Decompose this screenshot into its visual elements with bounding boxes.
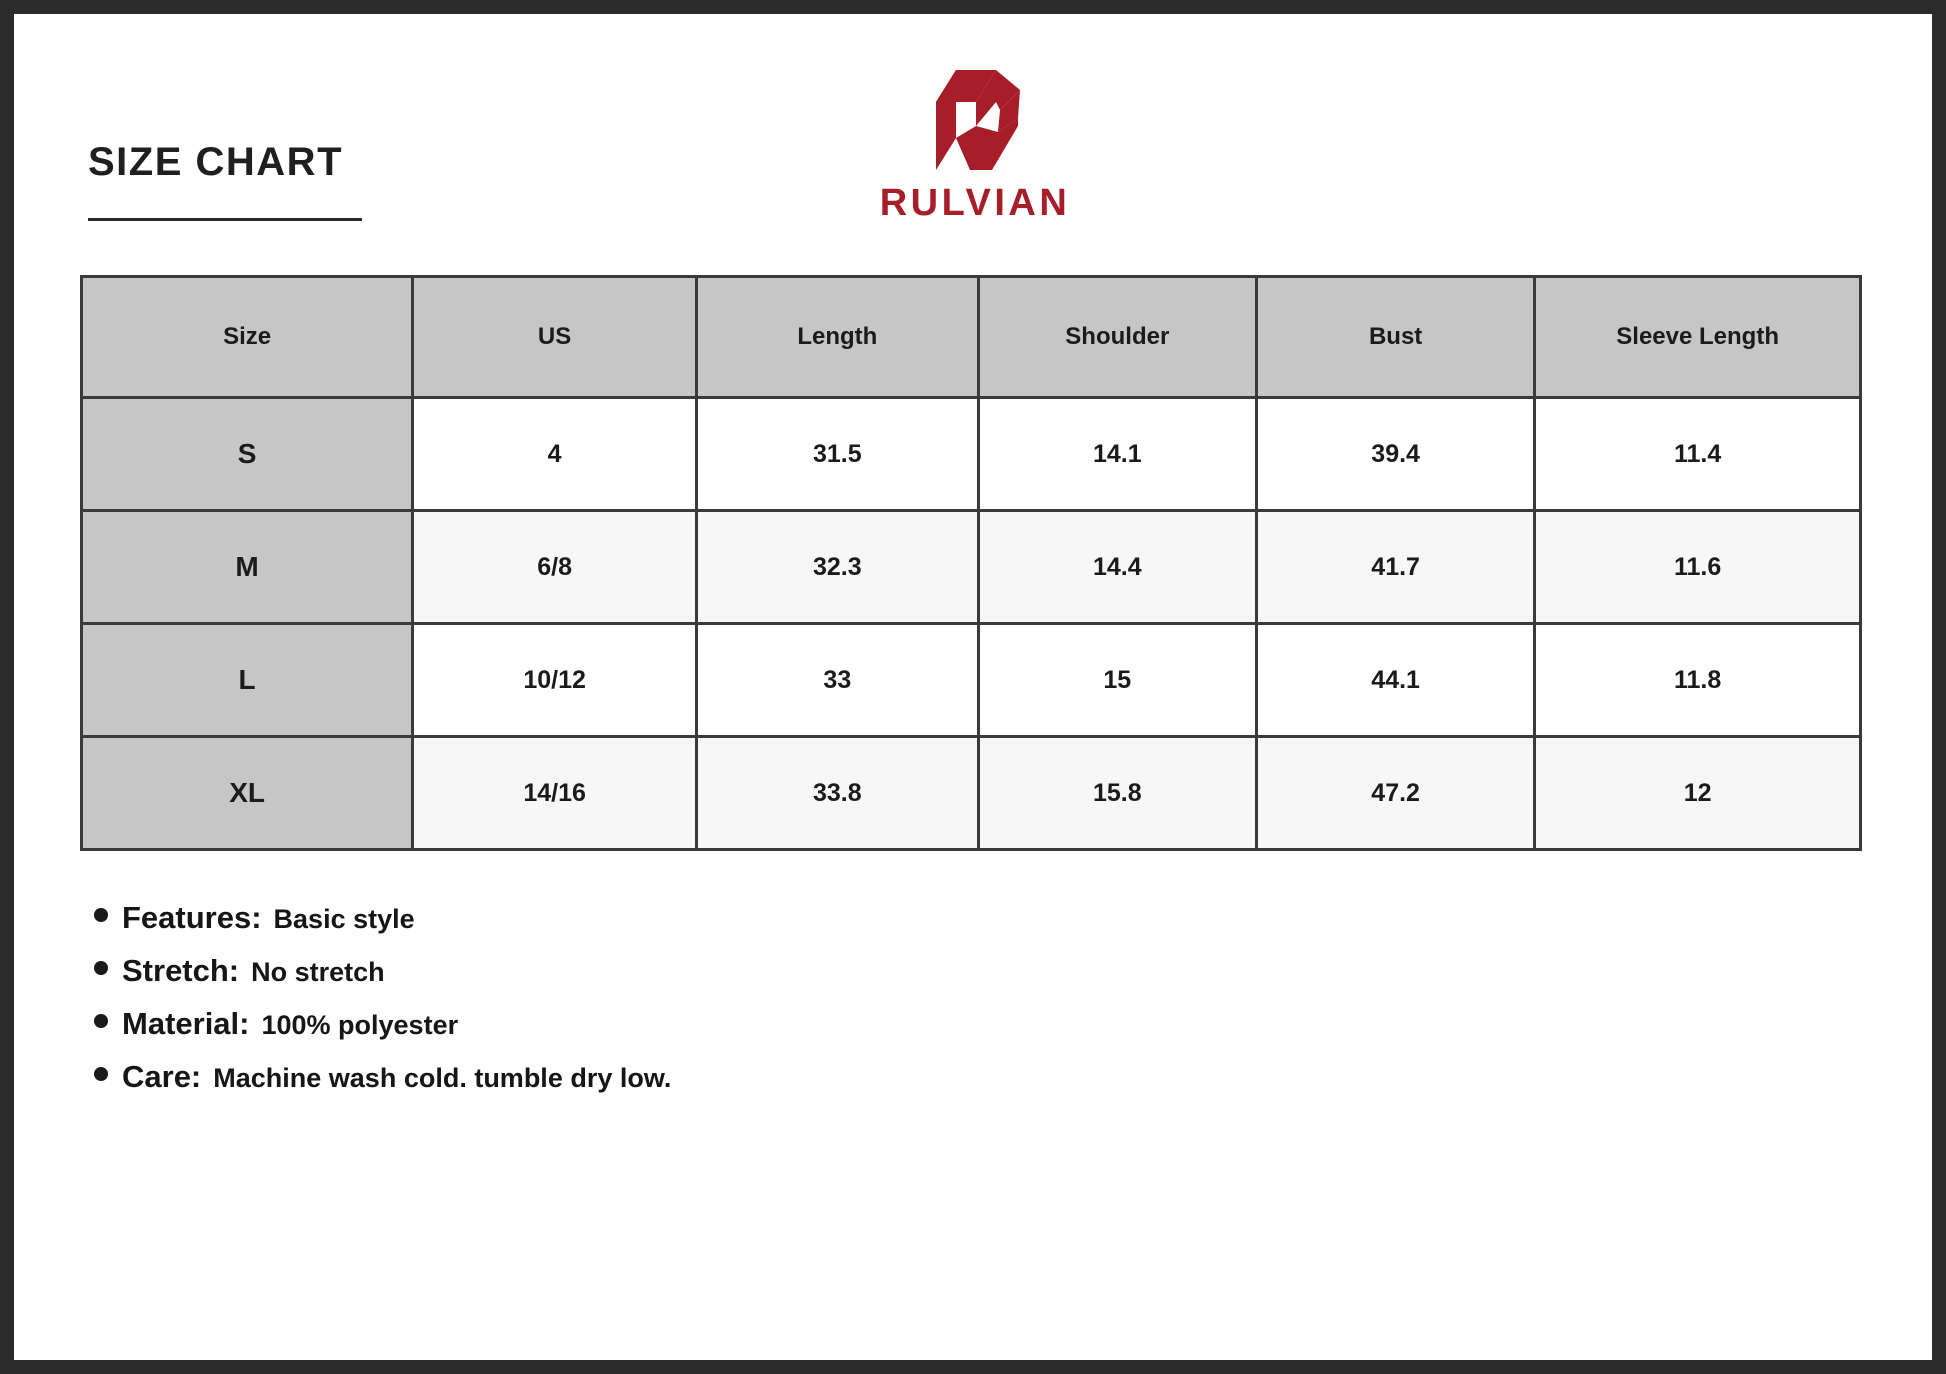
column-header-size: Size (83, 278, 411, 396)
product-notes (94, 900, 1494, 1112)
note-value: 100% polyester (261, 1010, 459, 1040)
bullet-icon (94, 908, 108, 922)
note-value: No stretch (251, 957, 385, 987)
list-item (94, 1006, 1494, 1042)
cell-shoulder: 14.4 (980, 512, 1255, 622)
column-header-shoulder: Shoulder (980, 278, 1255, 396)
note-value: Basic style (273, 904, 415, 934)
table-header-row (83, 278, 1859, 396)
table-row (83, 738, 1859, 848)
row-header-size: M (83, 512, 411, 622)
cell-us: 14/16 (414, 738, 695, 848)
note-label: Features: (122, 900, 262, 935)
brand-name: RULVIAN (879, 182, 1071, 224)
cell-length: 33.8 (698, 738, 977, 848)
page-title: SIZE CHART (88, 140, 343, 184)
cell-length: 31.5 (698, 399, 977, 509)
note-value: Machine wash cold. tumble dry low. (213, 1063, 672, 1093)
page-sheet (14, 14, 1932, 1360)
bullet-icon (94, 1014, 108, 1028)
bullet-icon (94, 961, 108, 975)
cell-bust: 41.7 (1258, 512, 1533, 622)
cell-us: 4 (414, 399, 695, 509)
cell-bust: 47.2 (1258, 738, 1533, 848)
cell-sleeve-length: 12 (1536, 738, 1859, 848)
table-row (83, 625, 1859, 735)
title-underline (88, 218, 362, 221)
column-header-us: US (414, 278, 695, 396)
cell-shoulder: 14.1 (980, 399, 1255, 509)
list-item (94, 953, 1494, 989)
column-header-length: Length (698, 278, 977, 396)
table-row (83, 512, 1859, 622)
note-label: Care: (122, 1059, 202, 1094)
note-label: Stretch: (122, 953, 240, 988)
page-title-block (88, 142, 388, 221)
size-table-wrapper (80, 275, 1862, 851)
rulvian-r-monogram-icon (850, 66, 1100, 174)
column-header-bust: Bust (1258, 278, 1533, 396)
cell-bust: 39.4 (1258, 399, 1533, 509)
cell-sleeve-length: 11.6 (1536, 512, 1859, 622)
cell-shoulder: 15 (980, 625, 1255, 735)
cell-length: 32.3 (698, 512, 977, 622)
cell-us: 6/8 (414, 512, 695, 622)
row-header-size: L (83, 625, 411, 735)
cell-sleeve-length: 11.8 (1536, 625, 1859, 735)
size-table (80, 275, 1862, 851)
cell-us: 10/12 (414, 625, 695, 735)
list-item (94, 900, 1494, 936)
list-item (94, 1059, 1494, 1095)
cell-length: 33 (698, 625, 977, 735)
row-header-size: S (83, 399, 411, 509)
brand-logo (850, 66, 1100, 225)
cell-sleeve-length: 11.4 (1536, 399, 1859, 509)
row-header-size: XL (83, 738, 411, 848)
note-label: Material: (122, 1006, 250, 1041)
page-content (20, 20, 1926, 1354)
column-header-sleeve-length: Sleeve Length (1536, 278, 1859, 396)
bullet-icon (94, 1067, 108, 1081)
table-row (83, 399, 1859, 509)
cell-shoulder: 15.8 (980, 738, 1255, 848)
cell-bust: 44.1 (1258, 625, 1533, 735)
